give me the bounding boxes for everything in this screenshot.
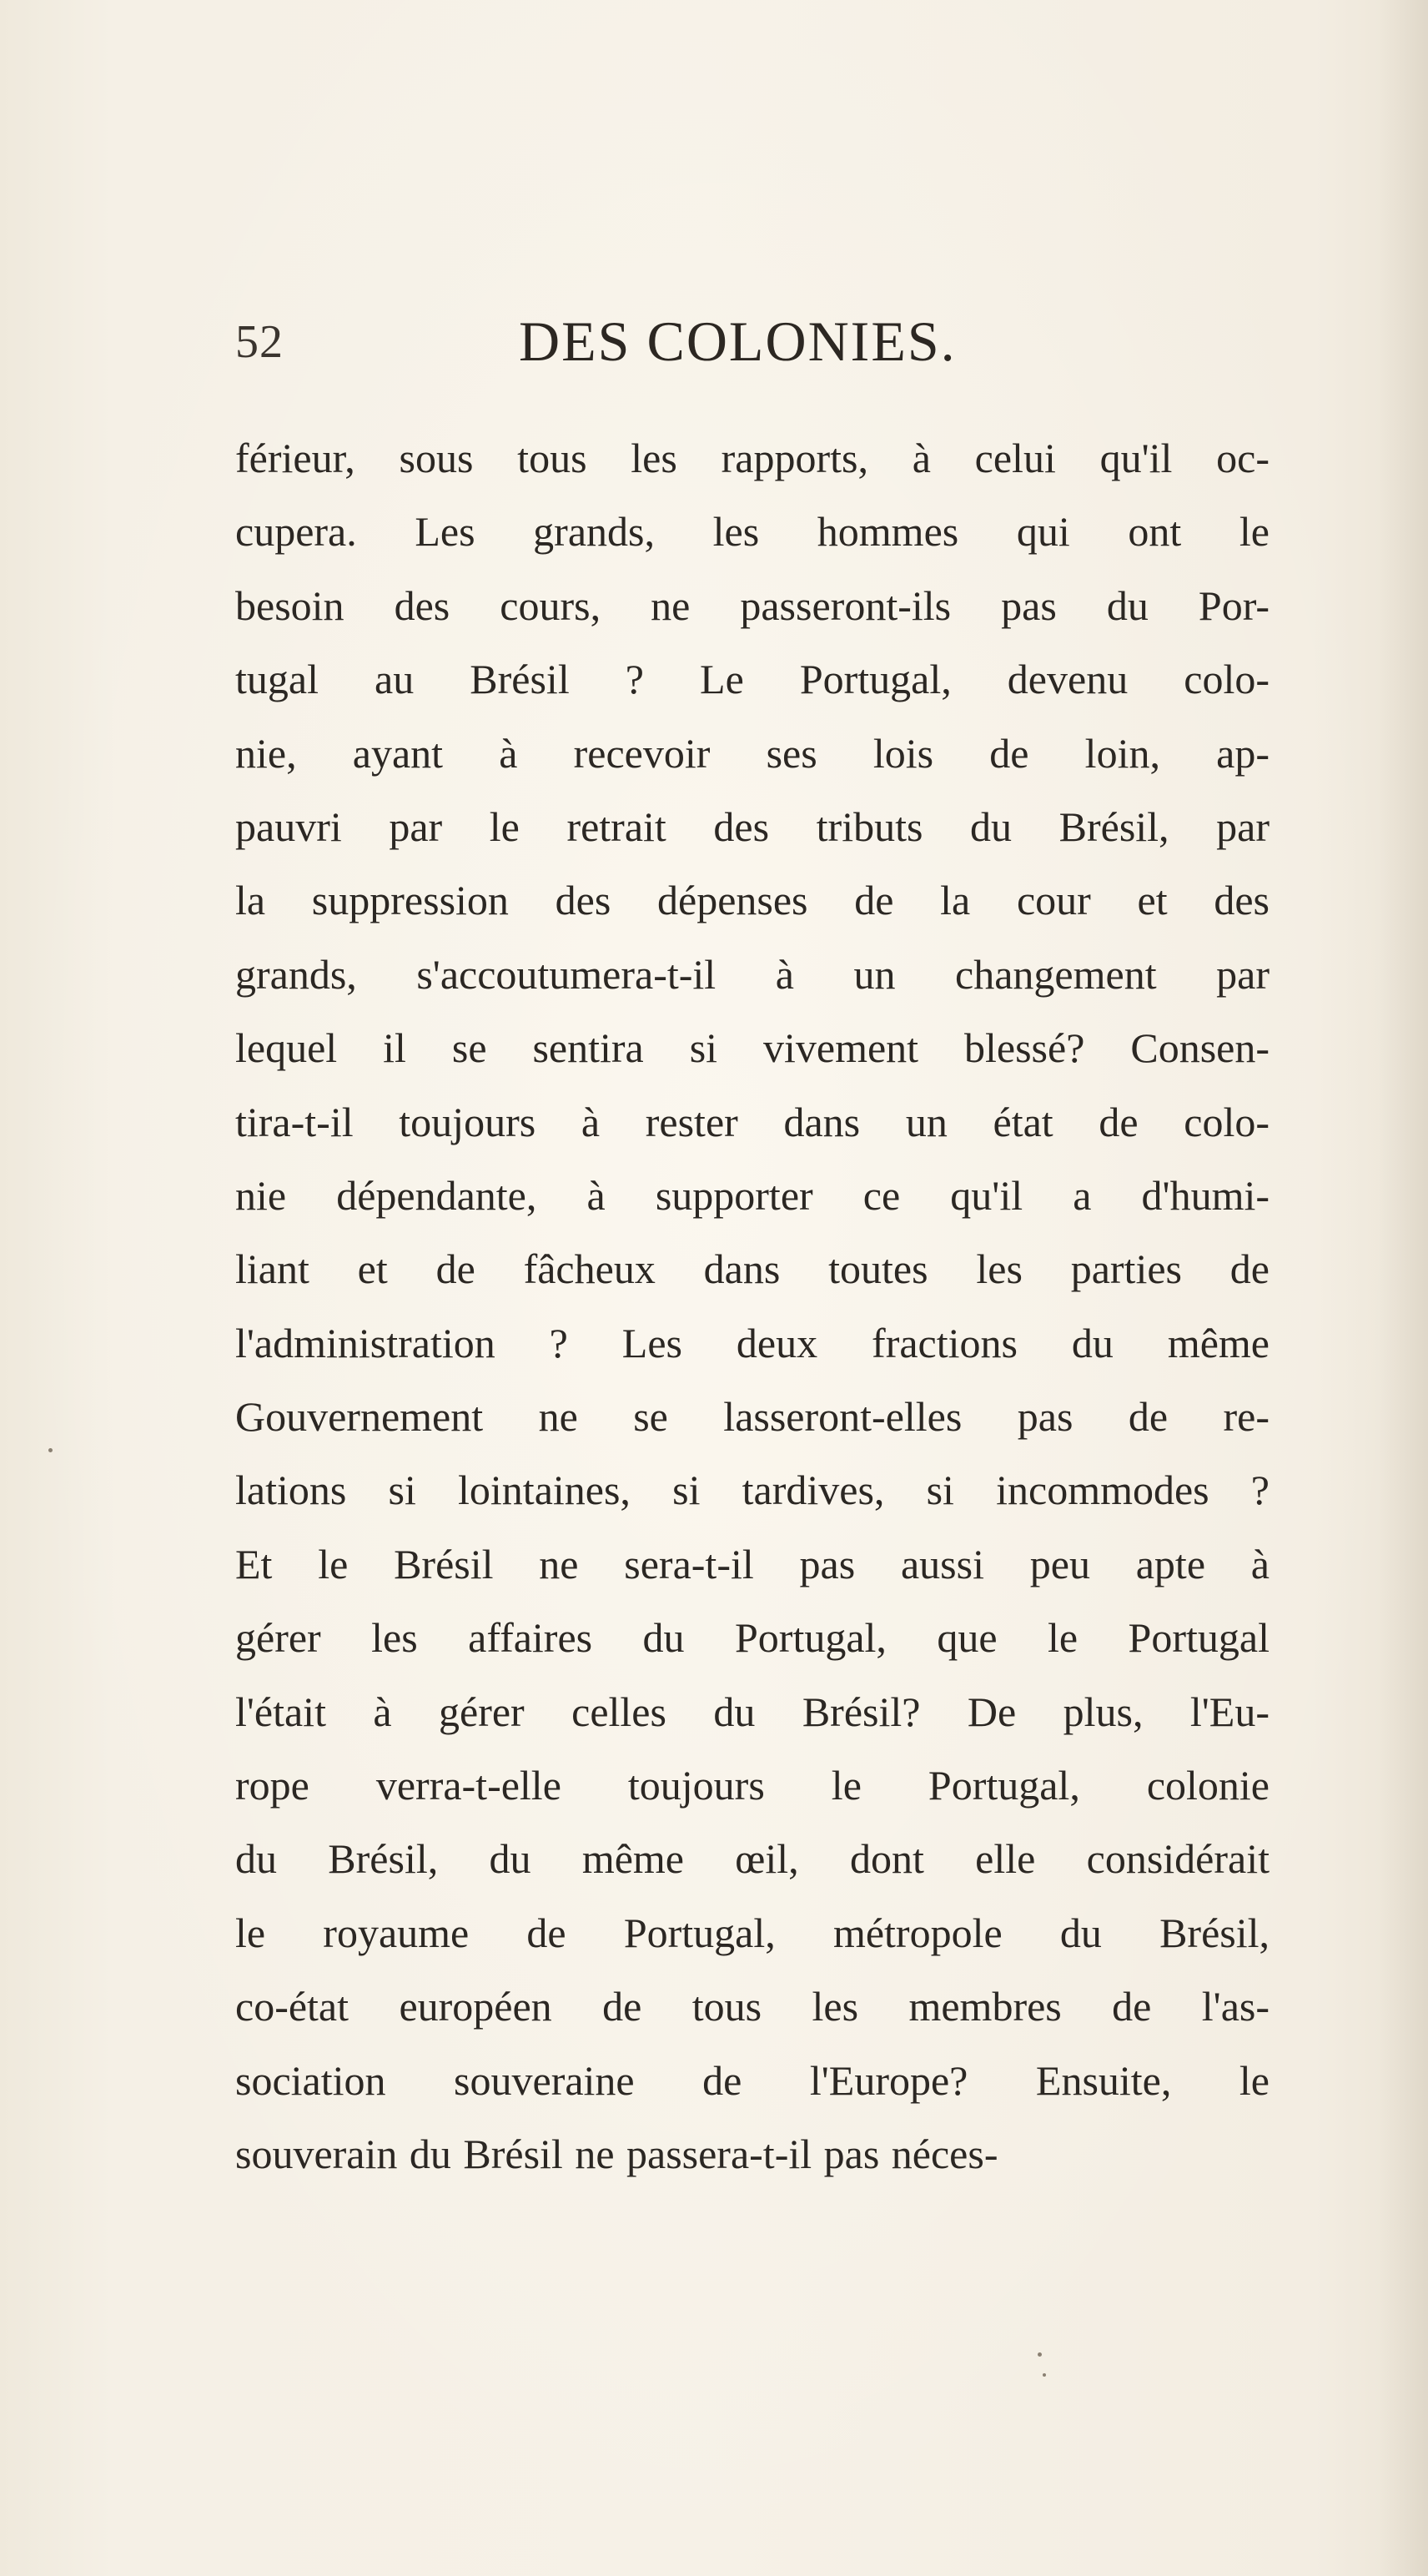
text-line: Et le Brésil ne sera-t-il pas aussi peu apte à: [235, 1540, 1270, 1587]
paper-speck: [48, 1448, 53, 1452]
paper-speck: [1043, 2373, 1046, 2377]
page-header: [235, 309, 1186, 384]
text-line: l'administration ? Les deux fractions du même: [235, 1319, 1270, 1366]
text-line: sociation souveraine de l'Europe? Ensuite, le: [235, 2056, 1270, 2104]
text-line: lations si lointaines, si tardives, si incommodes ?: [235, 1467, 1270, 1514]
text-line: rope verra-t-elle toujours le Portugal, colonie: [235, 1762, 1270, 1809]
text-line: tira-t-il toujours à rester dans un état de colo-: [235, 1098, 1270, 1145]
text-line: nie dépendante, à supporter ce qu'il a d'humi-: [235, 1171, 1270, 1219]
page-edge-shadow: [1378, 0, 1428, 2576]
page-number: 52: [235, 316, 284, 368]
body-text: [235, 421, 1270, 2191]
text-line: la suppression des dépenses de la cour et des: [235, 877, 1270, 924]
text-line: pauvri par le retrait des tributs du Brésil, par: [235, 802, 1270, 850]
text-line: souverain du Brésil ne passera-t-il pas néces-: [235, 2130, 998, 2177]
paper-speck: [1038, 2352, 1042, 2357]
text-line: tugal au Brésil ? Le Portugal, devenu colo-: [235, 656, 1270, 703]
text-line: Gouvernement ne se lasseront-elles pas de re-: [235, 1393, 1270, 1441]
text-line: besoin des cours, ne passeront-ils pas du Por-: [235, 581, 1270, 629]
text-line: liant et de fâcheux dans toutes les parties de: [235, 1245, 1270, 1293]
text-line: nie, ayant à recevoir ses lois de loin, ap-: [235, 729, 1270, 777]
running-head: DES COLONIES.: [519, 309, 957, 373]
text-line: grands, s'accoutumera-t-il à un changement par: [235, 950, 1270, 998]
text-line: co-état européen de tous les membres de l'as-: [235, 1983, 1270, 2030]
text-line: lequel il se sentira si vivement blessé? Consen-: [235, 1024, 1270, 1072]
text-line: férieur, sous tous les rapports, à celui qu'il oc-: [235, 435, 1270, 481]
text-line: du Brésil, du même œil, dont elle considérait: [235, 1835, 1270, 1883]
text-line: cupera. Les grands, les hommes qui ont le: [235, 508, 1270, 556]
text-line: gérer les affaires du Portugal, que le Portugal: [235, 1614, 1270, 1662]
text-line: l'était à gérer celles du Brésil? De plus, l'Eu-: [235, 1688, 1270, 1735]
text-line: le royaume de Portugal, métropole du Brésil,: [235, 1909, 1270, 1956]
